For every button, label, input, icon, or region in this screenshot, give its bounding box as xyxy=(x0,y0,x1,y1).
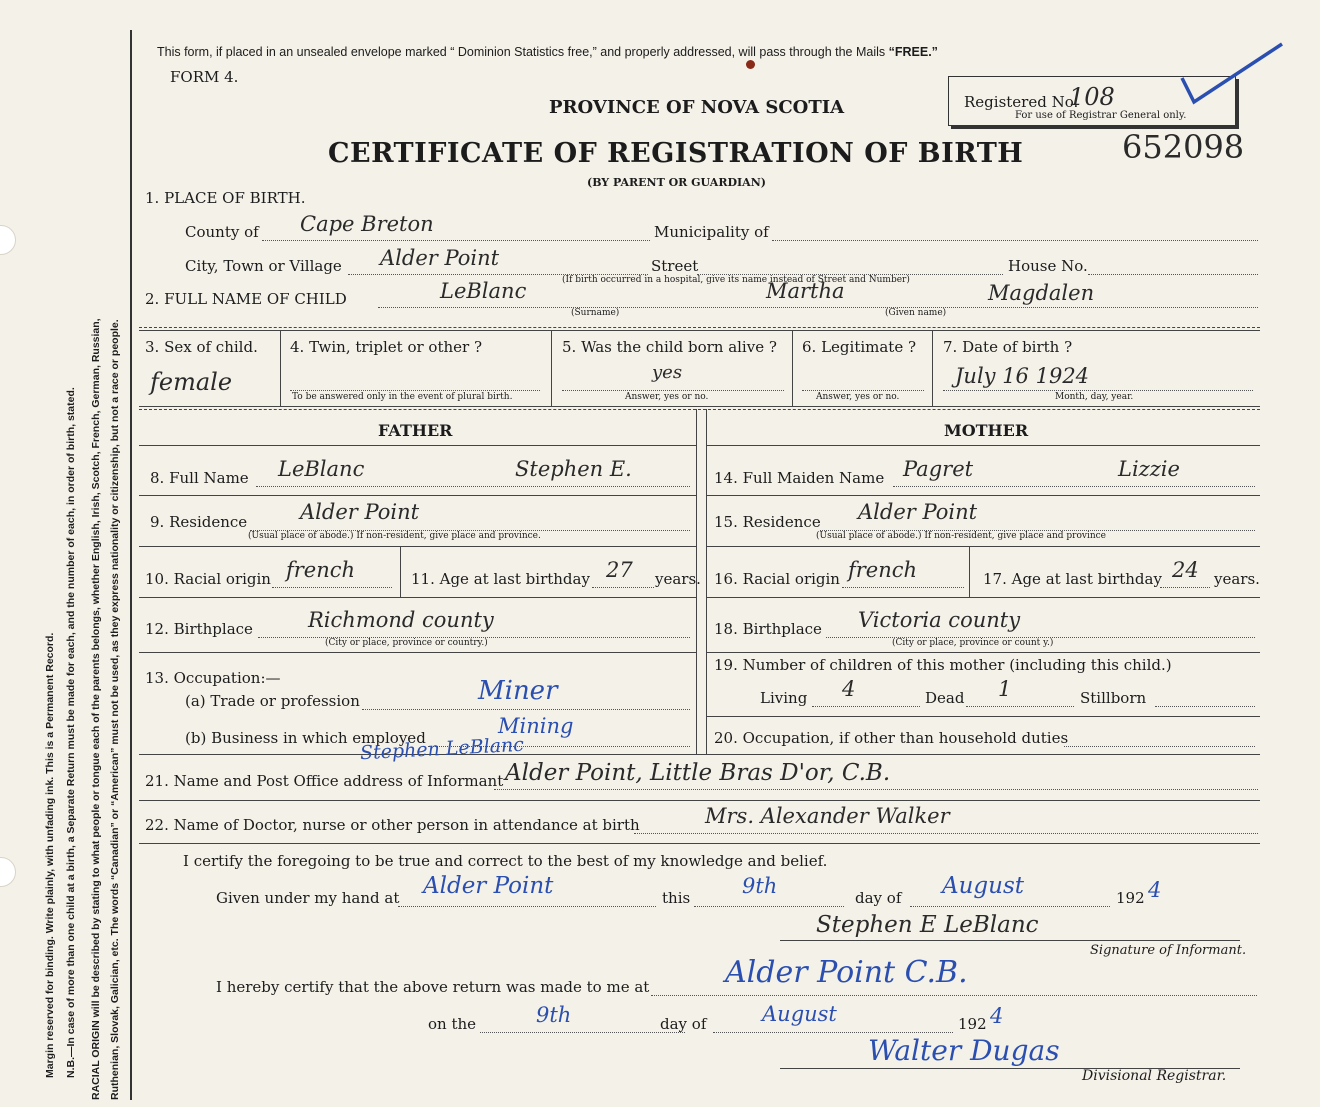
reg-day-of-label: day of xyxy=(660,1015,707,1033)
informant-name[interactable]: Stephen LeBlanc xyxy=(359,733,525,765)
page-title: CERTIFICATE OF REGISTRATION OF BIRTH xyxy=(328,138,1024,169)
child-surname[interactable]: LeBlanc xyxy=(440,279,527,303)
doctor-label: 22. Name of Doctor, nurse or other person in attendance at birth xyxy=(145,816,640,834)
binding-hole-bottom xyxy=(0,857,16,887)
given-at-label: Given under my hand at xyxy=(216,889,400,907)
margin-note-3: RACIAL ORIGIN will be described by stating to what people or tongue each of the parents belongs, whether English, Irish, Scotch, French, German, Russian, xyxy=(90,318,102,1100)
mother-residence-caption: (Usual place of abode.) If non-resident, give place and province xyxy=(816,531,1107,541)
twin-caption: To be answered only in the event of plural birth. xyxy=(292,392,513,402)
registrar-signature[interactable]: Walter Dugas xyxy=(868,1034,1060,1067)
page-subtitle: (BY PARENT OR GUARDIAN) xyxy=(587,176,766,189)
informant-signature[interactable]: Stephen E LeBlanc xyxy=(816,912,1039,938)
mother-occupation-label: 20. Occupation, if other than household duties xyxy=(714,729,1069,747)
serial-number: 652098 xyxy=(1122,128,1245,166)
dob-caption: Month, day, year. xyxy=(1055,392,1134,402)
mother-residence[interactable]: Alder Point xyxy=(858,500,978,524)
given-year-prefix: 192 xyxy=(1116,889,1145,907)
given-year-suffix[interactable]: 4 xyxy=(1148,878,1162,902)
registration-month[interactable]: August xyxy=(762,1002,837,1026)
margin-note-4: Ruthenian, Slovak, Galician, etc. The words “Canadian” or “American” must not be used, as they express nationality or citizenship, but not a race or people. xyxy=(109,319,121,1100)
trade-value[interactable]: Miner xyxy=(478,676,558,706)
city-label: City, Town or Village xyxy=(185,257,342,275)
mother-age[interactable]: 24 xyxy=(1172,558,1199,582)
municipality-label: Municipality of xyxy=(654,223,769,241)
father-surname[interactable]: LeBlanc xyxy=(278,457,365,481)
mother-birthplace-label: 18. Birthplace xyxy=(714,620,822,638)
father-occupation-label: 13. Occupation:— xyxy=(145,669,281,687)
given-day[interactable]: 9th xyxy=(742,874,778,898)
father-residence[interactable]: Alder Point xyxy=(300,500,420,524)
street-label: Street xyxy=(651,257,699,275)
father-birthplace[interactable]: Richmond county xyxy=(308,608,494,632)
county-value[interactable]: Cape Breton xyxy=(300,212,434,236)
margin-note-1: Margin reserved for binding. Write plainly, with unfading ink. This is a Permanent Record. xyxy=(44,632,56,1078)
mother-surname[interactable]: Pagret xyxy=(903,457,974,481)
reg-year-suffix[interactable]: 4 xyxy=(990,1004,1004,1028)
signature-caption: Signature of Informant. xyxy=(1090,943,1247,958)
living-label: Living xyxy=(760,689,808,707)
registration-day[interactable]: 9th xyxy=(536,1003,572,1027)
informant-label: 21. Name and Post Office address of Informant xyxy=(145,772,504,790)
child-given-first[interactable]: Martha xyxy=(766,279,845,303)
father-birthplace-caption: (City or place, province or country.) xyxy=(325,638,488,648)
mother-birthplace[interactable]: Victoria county xyxy=(858,608,1021,632)
mother-name-label: 14. Full Maiden Name xyxy=(714,469,885,487)
stillborn-label: Stillborn xyxy=(1080,689,1147,707)
day-of-label: day of xyxy=(855,889,902,907)
father-race-label: 10. Racial origin xyxy=(145,570,271,588)
sex-value[interactable]: female xyxy=(150,368,233,396)
ink-spot xyxy=(746,60,755,69)
surname-caption: (Surname) xyxy=(571,308,620,318)
father-given[interactable]: Stephen E. xyxy=(515,457,632,481)
binding-hole-top xyxy=(0,225,16,255)
alive-value[interactable]: yes xyxy=(652,362,683,383)
mail-note: This form, if placed in an unsealed envelope marked “ Dominion Statistics free,” and properly addressed, will pass through the Mails “FREE.” xyxy=(157,45,938,59)
mother-age-label: 17. Age at last birthday xyxy=(983,570,1162,588)
on-the-label: on the xyxy=(428,1015,477,1033)
mother-heading: MOTHER xyxy=(944,421,1029,440)
city-value[interactable]: Alder Point xyxy=(380,246,500,270)
mother-age-years: years. xyxy=(1214,570,1260,588)
mother-residence-label: 15. Residence xyxy=(714,513,821,531)
registered-label: Registered No. xyxy=(964,93,1079,111)
informant-address[interactable]: Alder Point, Little Bras D'or, C.B. xyxy=(505,760,891,786)
hospital-note: (If birth occurred in a hospital, give its name instead of Street and Number) xyxy=(562,275,910,285)
dead-label: Dead xyxy=(925,689,965,707)
given-at-place[interactable]: Alder Point xyxy=(423,873,554,899)
place-heading: 1. PLACE OF BIRTH. xyxy=(145,189,306,207)
registrar-caption: Divisional Registrar. xyxy=(1082,1068,1227,1084)
checkmark-icon xyxy=(1178,40,1288,108)
mother-race-label: 16. Racial origin xyxy=(714,570,840,588)
trade-label: (a) Trade or profession xyxy=(185,692,360,710)
father-age[interactable]: 27 xyxy=(606,558,633,582)
margin-border xyxy=(130,30,132,1100)
father-residence-caption: (Usual place of abode.) If non-resident, give place and province. xyxy=(248,531,541,541)
father-race[interactable]: french xyxy=(286,558,356,582)
father-residence-label: 9. Residence xyxy=(150,513,248,531)
business-value[interactable]: Mining xyxy=(498,714,574,738)
province-title: PROVINCE OF NOVA SCOTIA xyxy=(549,97,845,118)
legit-caption: Answer, yes or no. xyxy=(816,392,900,402)
living-value[interactable]: 4 xyxy=(842,677,856,701)
doctor-value[interactable]: Mrs. Alexander Walker xyxy=(705,804,950,828)
father-birthplace-label: 12. Birthplace xyxy=(145,620,253,638)
registration-place[interactable]: Alder Point C.B. xyxy=(725,955,968,990)
house-label: House No. xyxy=(1008,257,1088,275)
father-name-label: 8. Full Name xyxy=(150,469,249,487)
alive-caption: Answer, yes or no. xyxy=(625,392,709,402)
father-heading: FATHER xyxy=(378,421,453,440)
alive-label: 5. Was the child born alive ? xyxy=(562,338,777,356)
children-count-label: 19. Number of children of this mother (including this child.) xyxy=(714,656,1172,674)
child-given-second[interactable]: Magdalen xyxy=(988,281,1095,305)
registered-number: 108 xyxy=(1069,83,1115,111)
father-age-label: 11. Age at last birthday xyxy=(411,570,590,588)
legit-label: 6. Legitimate ? xyxy=(802,338,917,356)
business-label: (b) Business in which employed xyxy=(185,729,426,747)
hereby-statement: I hereby certify that the above return was made to me at xyxy=(216,978,650,996)
certify-statement: I certify the foregoing to be true and correct to the best of my knowledge and belief. xyxy=(183,852,828,870)
this-label: this xyxy=(662,889,691,907)
dob-label: 7. Date of birth ? xyxy=(943,338,1073,356)
dead-value[interactable]: 1 xyxy=(998,677,1012,701)
margin-note-2: N.B.—In case of more than one child at a birth, a Separate Return must be made for each, and the number of each, in order of birth, stated. xyxy=(65,387,77,1078)
sex-label: 3. Sex of child. xyxy=(145,338,258,356)
given-caption: (Given name) xyxy=(885,308,947,318)
county-label: County of xyxy=(185,223,259,241)
mother-race[interactable]: french xyxy=(848,558,918,582)
mother-given[interactable]: Lizzie xyxy=(1118,457,1180,481)
twin-label: 4. Twin, triplet or other ? xyxy=(290,338,482,356)
given-month[interactable]: August xyxy=(942,873,1025,899)
child-name-label: 2. FULL NAME OF CHILD xyxy=(145,290,347,308)
registrar-use-note: For use of Registrar General only. xyxy=(1015,110,1187,121)
father-age-years: years. xyxy=(655,570,701,588)
form-number: FORM 4. xyxy=(170,68,239,86)
mother-birthplace-caption: (City or place, province or count y.) xyxy=(892,638,1054,648)
dob-value[interactable]: July 16 1924 xyxy=(955,364,1090,388)
reg-year-prefix: 192 xyxy=(958,1015,987,1033)
